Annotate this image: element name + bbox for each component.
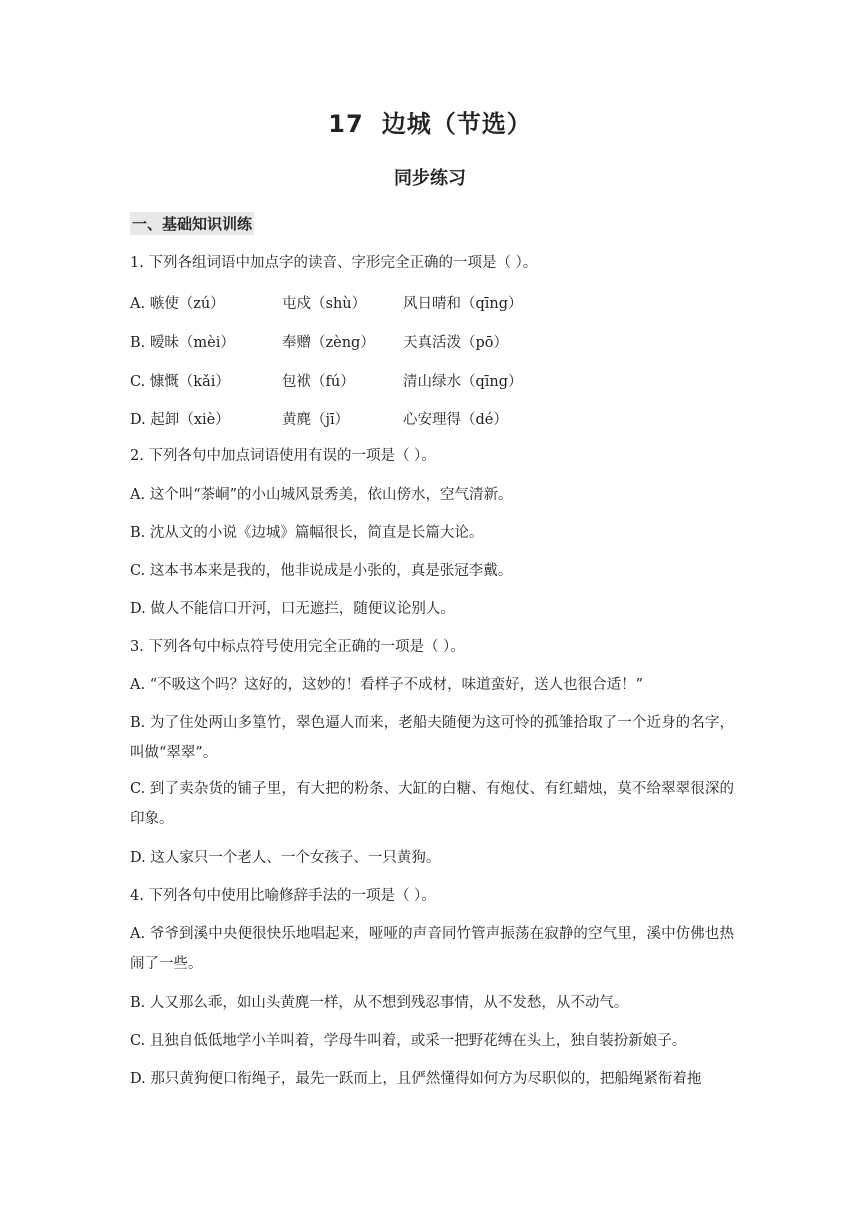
q4-option-a: A. 爷爷到溪中央便很快乐地唱起来，哑哑的声音同竹管声振荡在寂静的空气里，溪中仿佛也热闹了一些。 [130,926,734,972]
q1-b-col3: 天真活泼（pō） [403,335,509,351]
q2-option-d: D. 做人不能信口开河，口无遮拦，随便议论别人。 [130,601,455,617]
section-heading: 一、基础知识训练 [130,212,254,235]
q3-stem: 3. 下列各句中标点符号使用完全正确的一项是（ ）。 [130,639,465,655]
q1-b-col1: B. 暧昧（mèi） [130,335,235,351]
q1-option-a [130,292,734,312]
q1-d-col2: 黄麂（jī） [282,412,350,428]
page-title [0,104,860,139]
q1-option-c [130,370,734,390]
q3-option-a: A. “不吸这个吗？这好的，这妙的！看样子不成材，味道蛮好，送人也很合适！” [130,677,644,693]
page-subtitle: 同步练习 [394,168,466,189]
q1-c-col1: C. 慷慨（kǎi） [130,374,230,390]
q2-option-a: A. 这个叫“茶峒”的小山城风景秀美，依山傍水，空气清新。 [130,487,513,503]
q3-option-c: C. 到了卖杂货的铺子里，有大把的粉条、大缸的白糖、有炮仗、有红蜡烛，莫不给翠翠很深的印象。 [130,781,734,827]
q1-stem: 1. 下列各组词语中加点字的读音、字形完全正确的一项是（ ）。 [130,255,538,271]
q1-a-col1: A. 嗾使（zú） [130,296,225,312]
q1-option-d [130,408,734,428]
q1-c-col3: 清山绿水（qīng） [403,374,523,390]
q1-d-col1: D. 起卸（xiè） [130,412,230,428]
lesson-number: 17 [328,110,364,138]
q2-option-c: C. 这本书本来是我的，他非说成是小张的，真是张冠李戴。 [130,563,513,579]
q1-option-b [130,331,734,351]
q3-option-d: D. 这人家只一个老人、一个女孩子、一只黄狗。 [130,850,441,866]
q1-a-col3: 风日晴和（qīng） [403,296,523,312]
q1-d-col3: 心安理得（dé） [403,412,508,428]
q1-a-col2: 屯戍（shù） [282,296,367,312]
q1-c-col2: 包袱（fú） [282,374,355,390]
q3-option-b: B. 为了住处两山多篁竹，翠色逼人而来，老船夫随便为这可怜的孤雏拾取了一个近身的名字，叫做“翠翠”。 [130,715,734,761]
q1-b-col2: 奉赠（zèng） [282,335,375,351]
q4-stem: 4. 下列各句中使用比喻修辞手法的一项是（ ）。 [130,888,436,904]
q2-option-b: B. 沈从文的小说《边城》篇幅很长，简直是长篇大论。 [130,525,484,541]
q4-option-d: D. 那只黄狗便口衔绳子，最先一跃而上，且俨然懂得如何方为尽职似的，把船绳紧衔着拖 [130,1071,702,1087]
q4-option-c: C. 且独自低低地学小羊叫着，学母牛叫着，或采一把野花缚在头上，独自装扮新娘子。 [130,1033,687,1049]
q2-stem: 2. 下列各句中加点词语使用有误的一项是（ ）。 [130,448,436,464]
q4-option-b: B. 人又那么乖，如山头黄麂一样，从不想到残忍事情，从不发愁，从不动气。 [130,995,629,1011]
lesson-title: 边城（节选） [381,110,532,138]
